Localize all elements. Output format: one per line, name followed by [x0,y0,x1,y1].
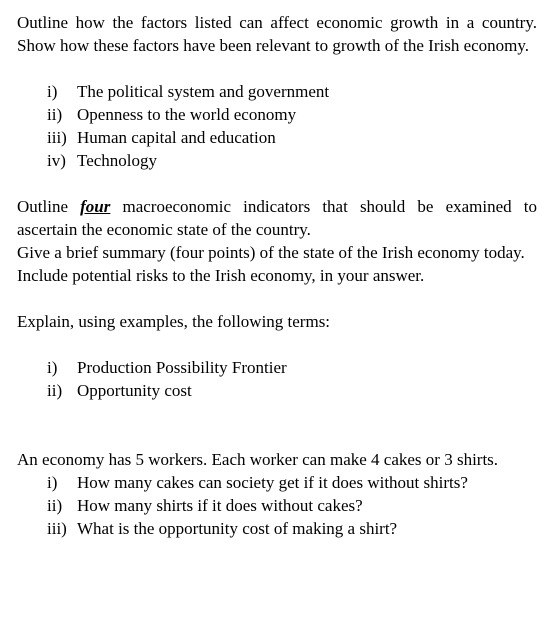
list-item-number: iii) [47,128,67,147]
list-item-text: Technology [77,151,158,170]
question-2-text [17,195,537,241]
list-item-number: ii) [47,105,63,124]
list-item-number: ii) [47,381,63,400]
list-item [47,126,537,149]
list-item [47,103,537,126]
list-item-text: Production Possibility Frontier [77,358,287,377]
list-item [47,494,537,517]
list-item-text: How many shirts if it does without cakes? [77,496,363,515]
list-item-text: The political system and government [77,82,330,101]
question-1-factor-list [17,80,537,172]
list-item [47,471,537,494]
question-2-summary-line: Give a brief summary (four points) of the state of the Irish economy today. [17,243,525,262]
question-2-risks-line: Include potential risks to the Irish economy, in your answer. [17,266,425,285]
list-item [47,149,537,172]
list-item-text: What is the opportunity cost of making a shirt? [77,519,398,538]
question-3-terms-list [17,356,537,402]
question-4-sub-questions [17,471,537,540]
list-item [47,356,537,379]
question-4-text: An economy has 5 workers. Each worker can make 4 cakes or 3 shirts. [17,450,499,469]
list-item-text: Opportunity cost [77,381,192,400]
list-item-number: i) [47,82,58,101]
list-item-number: iii) [47,519,67,538]
question-2-emphasis: four [80,197,111,216]
list-item [47,379,537,402]
list-item [47,517,537,540]
list-item-number: i) [47,473,58,492]
list-item-number: ii) [47,496,63,515]
question-2-rest: macroeconomic indicators that should be examined to ascertain the economic state of the country. [17,197,537,239]
list-item-number: i) [47,358,58,377]
list-item-text: How many cakes can society get if it does without shirts? [77,473,468,492]
list-item-number: iv) [47,151,66,170]
question-1-text: Outline how the factors listed can affect economic growth in a country. Show how these factors have been relevant to growth of the Irish economy. [17,13,537,55]
list-item [47,80,537,103]
list-item-text: Human capital and education [77,128,276,147]
question-3-intro: Explain, using examples, the following terms: [17,312,331,331]
question-2-block [17,195,537,287]
question-2-lead: Outline [17,197,68,216]
list-item-text: Openness to the world economy [77,105,297,124]
